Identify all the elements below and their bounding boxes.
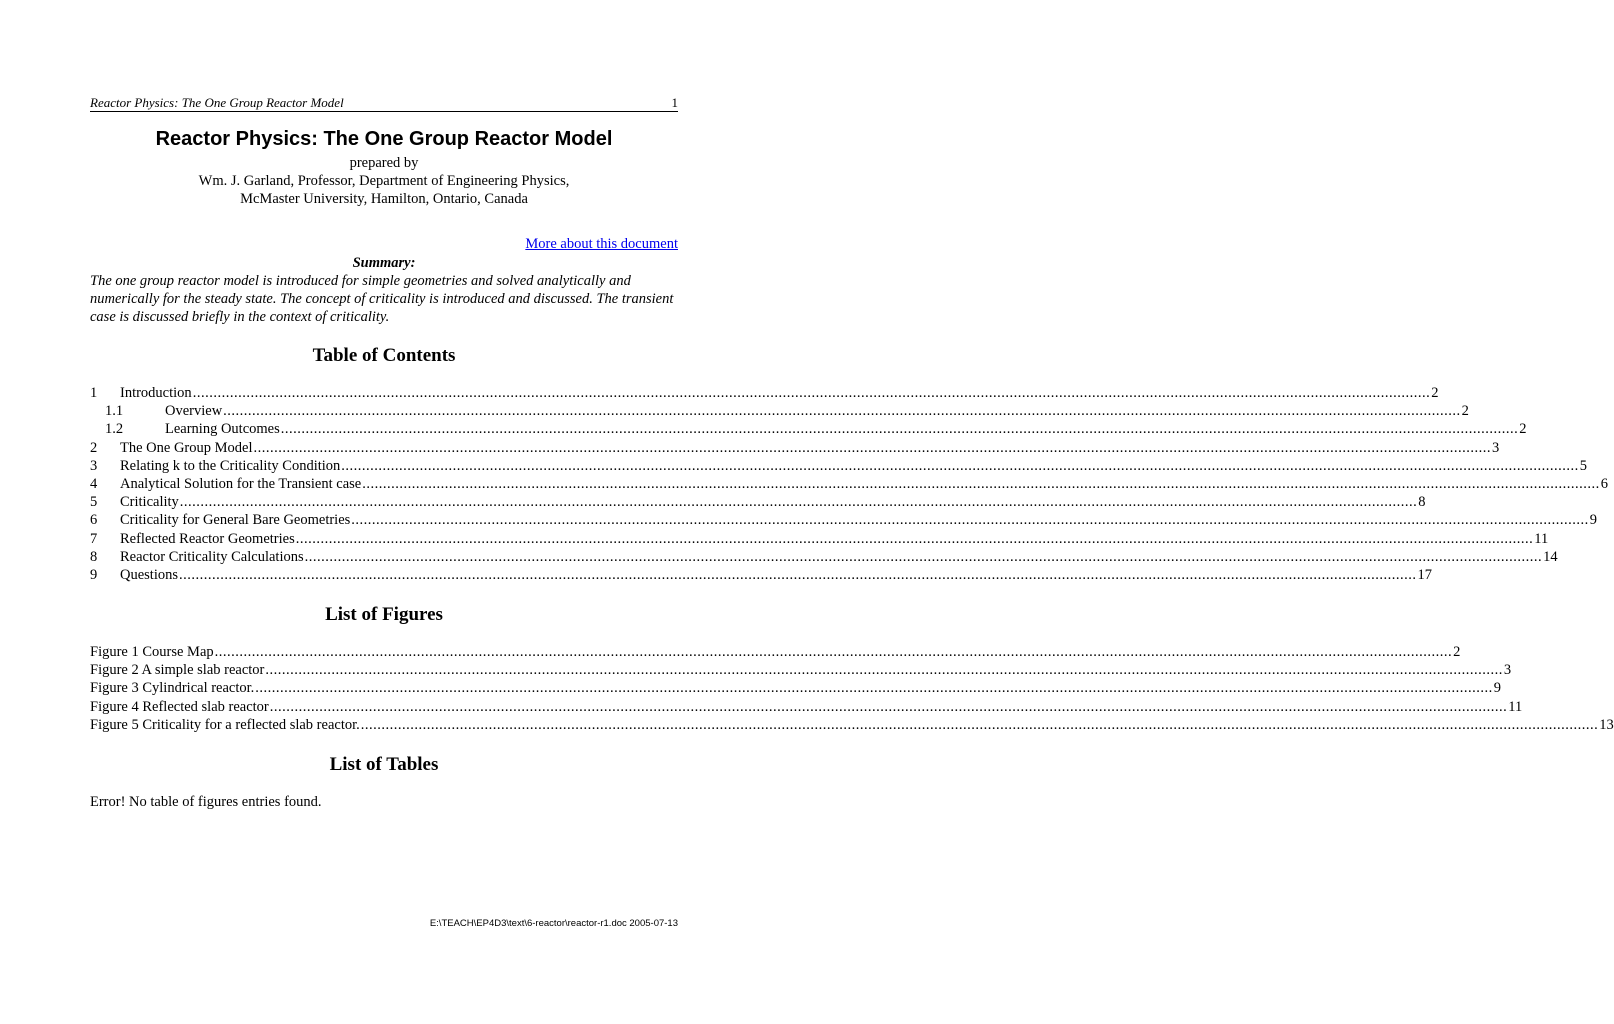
entry-label: Criticality (120, 494, 179, 511)
lof-entry[interactable] (90, 662, 1512, 680)
toc-entry[interactable] (90, 403, 1469, 421)
entry-label: Analytical Solution for the Transient case (120, 476, 362, 492)
lof-entry[interactable] (90, 680, 1502, 698)
lot-heading: List of Tables (329, 754, 439, 775)
byline-prepared-by: prepared by (349, 155, 419, 171)
entry-number: 1.1 (105, 403, 124, 420)
entry-label: Relating k to the Criticality Condition (120, 457, 341, 474)
toc-entry[interactable] (90, 385, 1439, 403)
running-header (90, 95, 678, 112)
entry-label: Reactor Criticality Calculations (120, 548, 304, 565)
dot-leader: ............................................................................................................................................................................................................................................................................................................ (269, 698, 1508, 715)
dot-leader: ............................................................................................................................................................................................................................................................................................................ (295, 530, 1534, 547)
entry-number: 9 (90, 567, 98, 583)
entry-page-number: 6 (1600, 476, 1608, 492)
dot-leader: ............................................................................................................................................................................................................................................................................................................ (223, 403, 1461, 420)
dot-leader: ............................................................................................................................................................................................................................................................................................................ (362, 476, 1600, 492)
toc-entry[interactable] (90, 530, 1549, 549)
toc-entry[interactable] (90, 548, 1558, 567)
entry-number: 3 (90, 457, 98, 474)
entry-label: Figure 4 Reflected slab reactor (90, 698, 269, 715)
toc-entry[interactable] (90, 567, 1432, 585)
dot-leader: ............................................................................................................................................................................................................................................................................................................ (179, 567, 1417, 583)
dot-leader: ............................................................................................................................................................................................................................................................................................................ (192, 385, 1431, 401)
toc-entry[interactable] (90, 439, 1500, 458)
entry-page-number: 3 (1503, 662, 1512, 679)
entry-number: 1.2 (105, 421, 124, 438)
entry-page-number: 2 (1453, 644, 1461, 660)
toc-heading: Table of Contents (312, 345, 456, 366)
summary-text: The one group reactor model is introduced for simple geometries and solved analytically and numerically for the steady state. The concept of criticality is introduced and discussed. The transient case is discussed briefly in the context of criticality. (90, 273, 674, 326)
toc-entry[interactable] (90, 512, 1598, 530)
entry-number: 5 (90, 494, 98, 511)
dot-leader: ............................................................................................................................................................................................................................................................................................................ (280, 421, 1519, 438)
entry-page-number: 2 (1519, 421, 1527, 438)
entry-label: Introduction (120, 385, 192, 401)
entry-label: Figure 3 Cylindrical reactor. (90, 680, 255, 697)
dot-leader: ............................................................................................................................................................................................................................................................................................................ (179, 494, 1418, 511)
entry-number: 7 (90, 530, 98, 547)
toc-entry[interactable] (90, 421, 1527, 439)
summary-label: Summary: (352, 255, 416, 271)
entry-label: Learning Outcomes (165, 421, 280, 438)
entry-label: Overview (165, 403, 223, 420)
toc-entry[interactable] (90, 457, 1588, 476)
entry-page-number: 2 (1431, 385, 1439, 401)
lof-entry[interactable] (90, 716, 1614, 735)
byline-affiliation: McMaster University, Hamilton, Ontario, Canada (240, 191, 528, 207)
dot-leader: ............................................................................................................................................................................................................................................................................................................ (351, 512, 1589, 529)
lof-entry[interactable] (90, 698, 1523, 717)
entry-page-number: 9 (1493, 680, 1502, 697)
footer-file-path: E:\TEACH\EP4D3\text\6-reactor\reactor-r1.doc 2005-07-13 (429, 918, 678, 929)
lof-heading: List of Figures (325, 604, 443, 625)
entry-page-number: 17 (1417, 567, 1432, 583)
entry-page-number: 13 (1599, 716, 1614, 733)
dot-leader: ............................................................................................................................................................................................................................................................................................................ (214, 644, 1453, 660)
entry-label: Figure 2 A simple slab reactor (90, 662, 265, 679)
entry-number: 1 (90, 385, 98, 401)
entry-label: Reflected Reactor Geometries (120, 530, 295, 547)
entry-page-number: 9 (1589, 512, 1598, 529)
dot-leader: ............................................................................................................................................................................................................................................................................................................ (255, 680, 1493, 697)
toc-entry[interactable] (90, 494, 1426, 512)
dot-leader: ............................................................................................................................................................................................................................................................................................................ (265, 662, 1503, 679)
lof-entry[interactable] (90, 644, 1461, 662)
dot-leader: ............................................................................................................................................................................................................................................................................................................ (360, 716, 1599, 733)
entry-page-number: 2 (1461, 403, 1469, 420)
entry-label: Figure 5 Criticality for a reflected slab reactor. (90, 716, 360, 733)
page-number: 1 (671, 95, 678, 110)
entry-label: The One Group Model (120, 439, 253, 456)
entry-page-number: 11 (1534, 530, 1549, 547)
toc-entry[interactable] (90, 476, 1608, 494)
entry-page-number: 11 (1508, 698, 1523, 715)
entry-label: Questions (120, 567, 178, 583)
lot-error-message: Error! No table of figures entries found. (90, 794, 322, 810)
entry-number: 2 (90, 439, 98, 456)
entry-page-number: 5 (1579, 457, 1588, 474)
entry-page-number: 14 (1543, 548, 1558, 565)
dot-leader: ............................................................................................................................................................................................................................................................................................................ (304, 548, 1543, 565)
entry-number: 8 (90, 548, 98, 565)
entry-page-number: 8 (1418, 494, 1426, 511)
entry-number: 6 (90, 512, 98, 529)
entry-label: Figure 1 Course Map (90, 644, 214, 660)
running-header-title: Reactor Physics: The One Group Reactor Model (90, 95, 344, 110)
byline-author: Wm. J. Garland, Professor, Department of Engineering Physics, (198, 173, 570, 189)
more-about-document-link[interactable]: More about this document (525, 236, 678, 252)
dot-leader: ............................................................................................................................................................................................................................................................................................................ (341, 457, 1579, 474)
entry-number: 4 (90, 476, 98, 492)
document-title: Reactor Physics: The One Group Reactor Model (155, 128, 613, 150)
dot-leader: ............................................................................................................................................................................................................................................................................................................ (253, 439, 1491, 456)
entry-label: Criticality for General Bare Geometries (120, 512, 351, 529)
entry-page-number: 3 (1491, 439, 1500, 456)
